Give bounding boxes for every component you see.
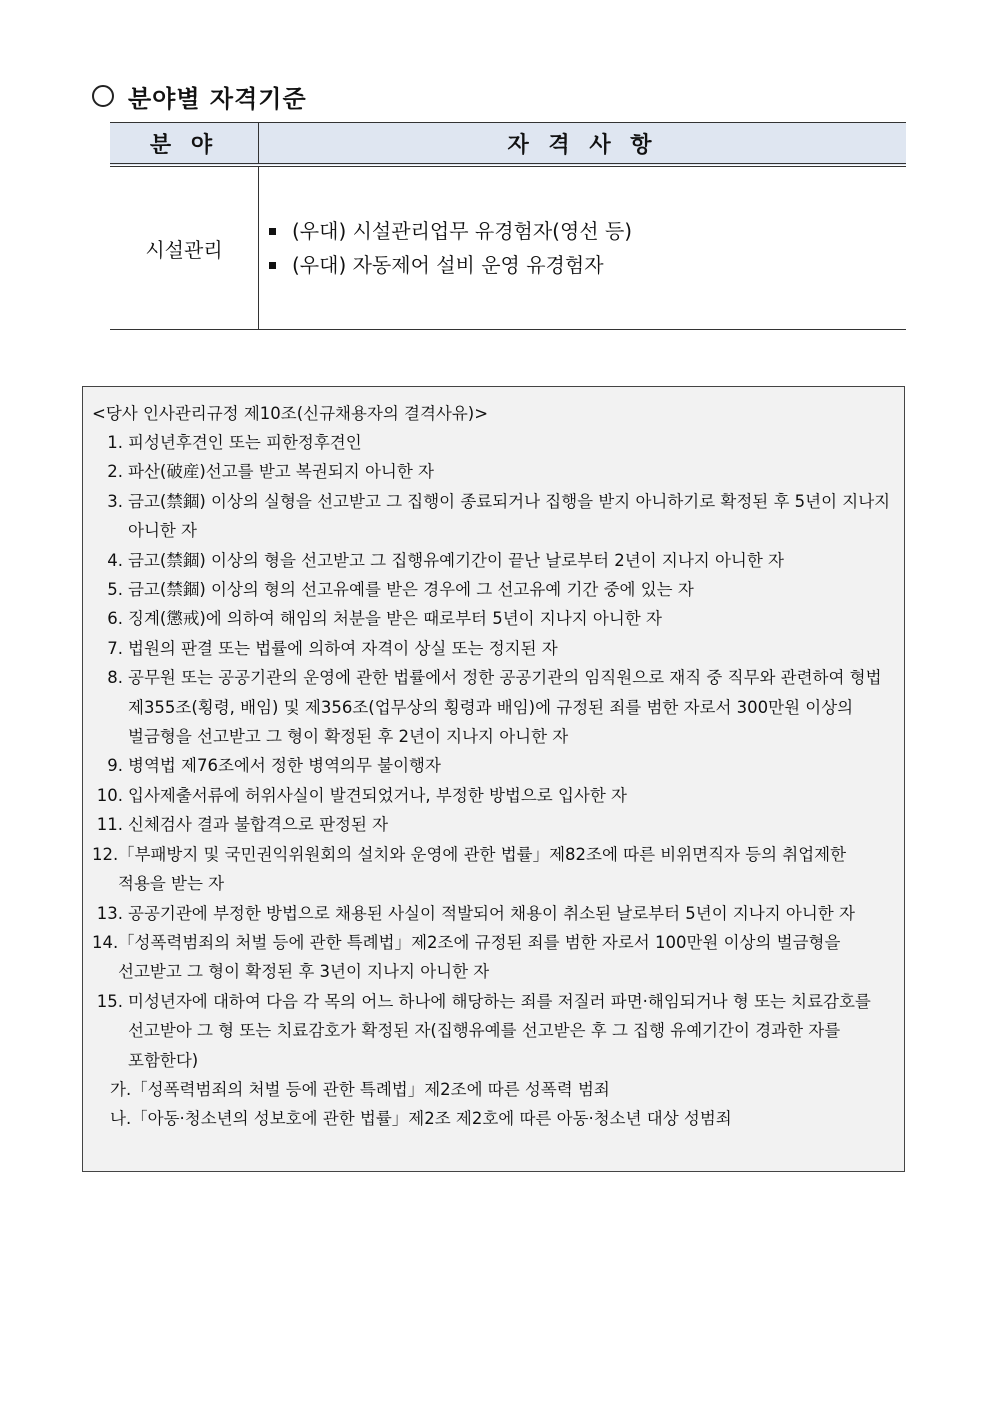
qualification-cell — [259, 165, 907, 330]
list-item — [92, 810, 896, 839]
item-number: 13. — [96, 903, 123, 923]
item-text: 금고(禁錮) 이상의 형의 선고유예를 받은 경우에 그 선고유예 기간 중에 있는 자 — [128, 580, 694, 600]
item-text: 법원의 판결 또는 법률에 의하여 자격이 상실 또는 정지된 자 — [128, 638, 558, 658]
item-number: 3. — [107, 491, 123, 511]
item-text: 병역법 제76조에서 정한 병역의무 불이행자 — [128, 756, 441, 776]
square-bullet-icon — [269, 262, 276, 269]
field-cell: 시설관리 — [110, 165, 259, 330]
circle-bullet-icon — [92, 85, 114, 107]
item-number: 7. — [107, 638, 123, 658]
item-text: 미성년자에 대하여 다음 각 목의 어느 하나에 해당하는 죄를 저질러 파면·해임되거나 형 또는 치료감호를 선고받아 그 형 또는 치료감호가 확정된 자(집행유예를 선고받은 후 그 집행 유예기간이 경과한 자를 포함한다) — [128, 991, 871, 1070]
item-text: 금고(禁錮) 이상의 실형을 선고받고 그 집행이 종료되거나 집행을 받지 아니하기로 확정된 후 5년이 지나지 아니한 자 — [128, 491, 891, 541]
list-item — [92, 840, 896, 899]
list-item — [92, 604, 896, 633]
qualification-list — [259, 214, 906, 282]
item-number: 4. — [107, 550, 123, 570]
list-item — [92, 575, 896, 604]
item-text: 피성년후견인 또는 피한정후견인 — [128, 433, 362, 452]
section-heading-text: 분야별 자격기준 — [128, 83, 307, 113]
item-number: 14. — [92, 932, 119, 952]
list-item — [92, 781, 896, 810]
item-text: 금고(禁錮) 이상의 형을 선고받고 그 집행유예기간이 끝난 날로부터 2년이 지나지 아니한 자 — [128, 550, 784, 570]
sub-item: 가.「성폭력범죄의 처벌 등에 관한 특례법」제2조에 따른 성폭력 범죄 — [110, 1079, 610, 1099]
item-number: 9. — [107, 756, 123, 776]
list-item — [92, 751, 896, 780]
section-heading — [92, 78, 307, 114]
sub-item: 나.「아동·청소년의 성보호에 관한 법률」제2조 제2호에 따른 아동·청소년 대상 성범죄 — [110, 1109, 732, 1129]
item-number: 12. — [92, 844, 119, 864]
list-item — [92, 899, 896, 928]
item-text: 신체검사 결과 불합격으로 판정된 자 — [128, 815, 389, 835]
header-field: 분 야 — [110, 123, 259, 166]
list-item — [92, 487, 896, 546]
item-text: 징계(懲戒)에 의하여 해임의 처분을 받은 때로부터 5년이 지나지 아니한 자 — [128, 609, 662, 629]
item-text: 「성폭력범죄의 처벌 등에 관한 특례법」제2조에 규정된 죄를 범한 자로서 100만원 이상의 벌금형을 선고받고 그 형이 확정된 후 3년이 지나지 아니한 자 — [118, 932, 841, 982]
qualification-text: (우대) 자동제어 설비 운영 유경험자 — [292, 253, 604, 277]
table-row — [110, 165, 906, 330]
list-item — [92, 428, 896, 457]
item-number: 10. — [96, 785, 123, 805]
item-text: 입사제출서류에 허위사실이 발견되었거나, 부정한 방법으로 입사한 자 — [128, 785, 627, 805]
qualification-text: (우대) 시설관리업무 유경험자(영선 등) — [292, 219, 633, 243]
qualification-table — [110, 122, 906, 330]
qualification-item — [269, 214, 906, 248]
list-item — [92, 928, 896, 987]
item-number: 6. — [107, 609, 123, 629]
list-item — [92, 457, 896, 486]
item-text: 파산(破産)선고를 받고 복권되지 아니한 자 — [128, 462, 434, 482]
list-item — [92, 546, 896, 575]
item-text: 「부패방지 및 국민권익위원회의 설치와 운영에 관한 법률」제82조에 따른 비위면직자 등의 취업제한 적용을 받는 자 — [118, 844, 847, 894]
list-item — [92, 663, 896, 751]
item-number: 15. — [96, 991, 123, 1011]
item-number: 8. — [107, 668, 123, 688]
list-item — [92, 634, 896, 663]
item-number: 5. — [107, 580, 123, 600]
item-text: 공공기관에 부정한 방법으로 채용된 사실이 적발되어 채용이 취소된 날로부터 5년이 지나지 아니한 자 — [128, 903, 855, 923]
item-number: 11. — [96, 815, 123, 835]
header-qualification: 자 격 사 항 — [259, 123, 907, 166]
qualification-item — [269, 248, 906, 282]
square-bullet-icon — [269, 228, 276, 235]
item-text: 공무원 또는 공공기관의 운영에 관한 법률에서 정한 공공기관의 임직원으로 재직 중 직무와 관련하여 형법 제355조(횡령, 배임) 및 제356조(업무상의 횡령과 배임)에 규정된 죄를 범한 자로서 300만원 이상의 벌금형을 선고받고 그 형이 확정된 후 2년이 지나지 아니한 자 — [128, 668, 882, 747]
item-number: 1. — [107, 433, 123, 452]
list-item — [92, 987, 896, 1075]
regulation-box — [82, 386, 905, 1172]
regulation-title: <당사 인사관리규정 제10조(신규채용자의 결격사유)> — [92, 404, 489, 423]
table-header-row — [110, 123, 906, 166]
item-number: 2. — [107, 462, 123, 482]
